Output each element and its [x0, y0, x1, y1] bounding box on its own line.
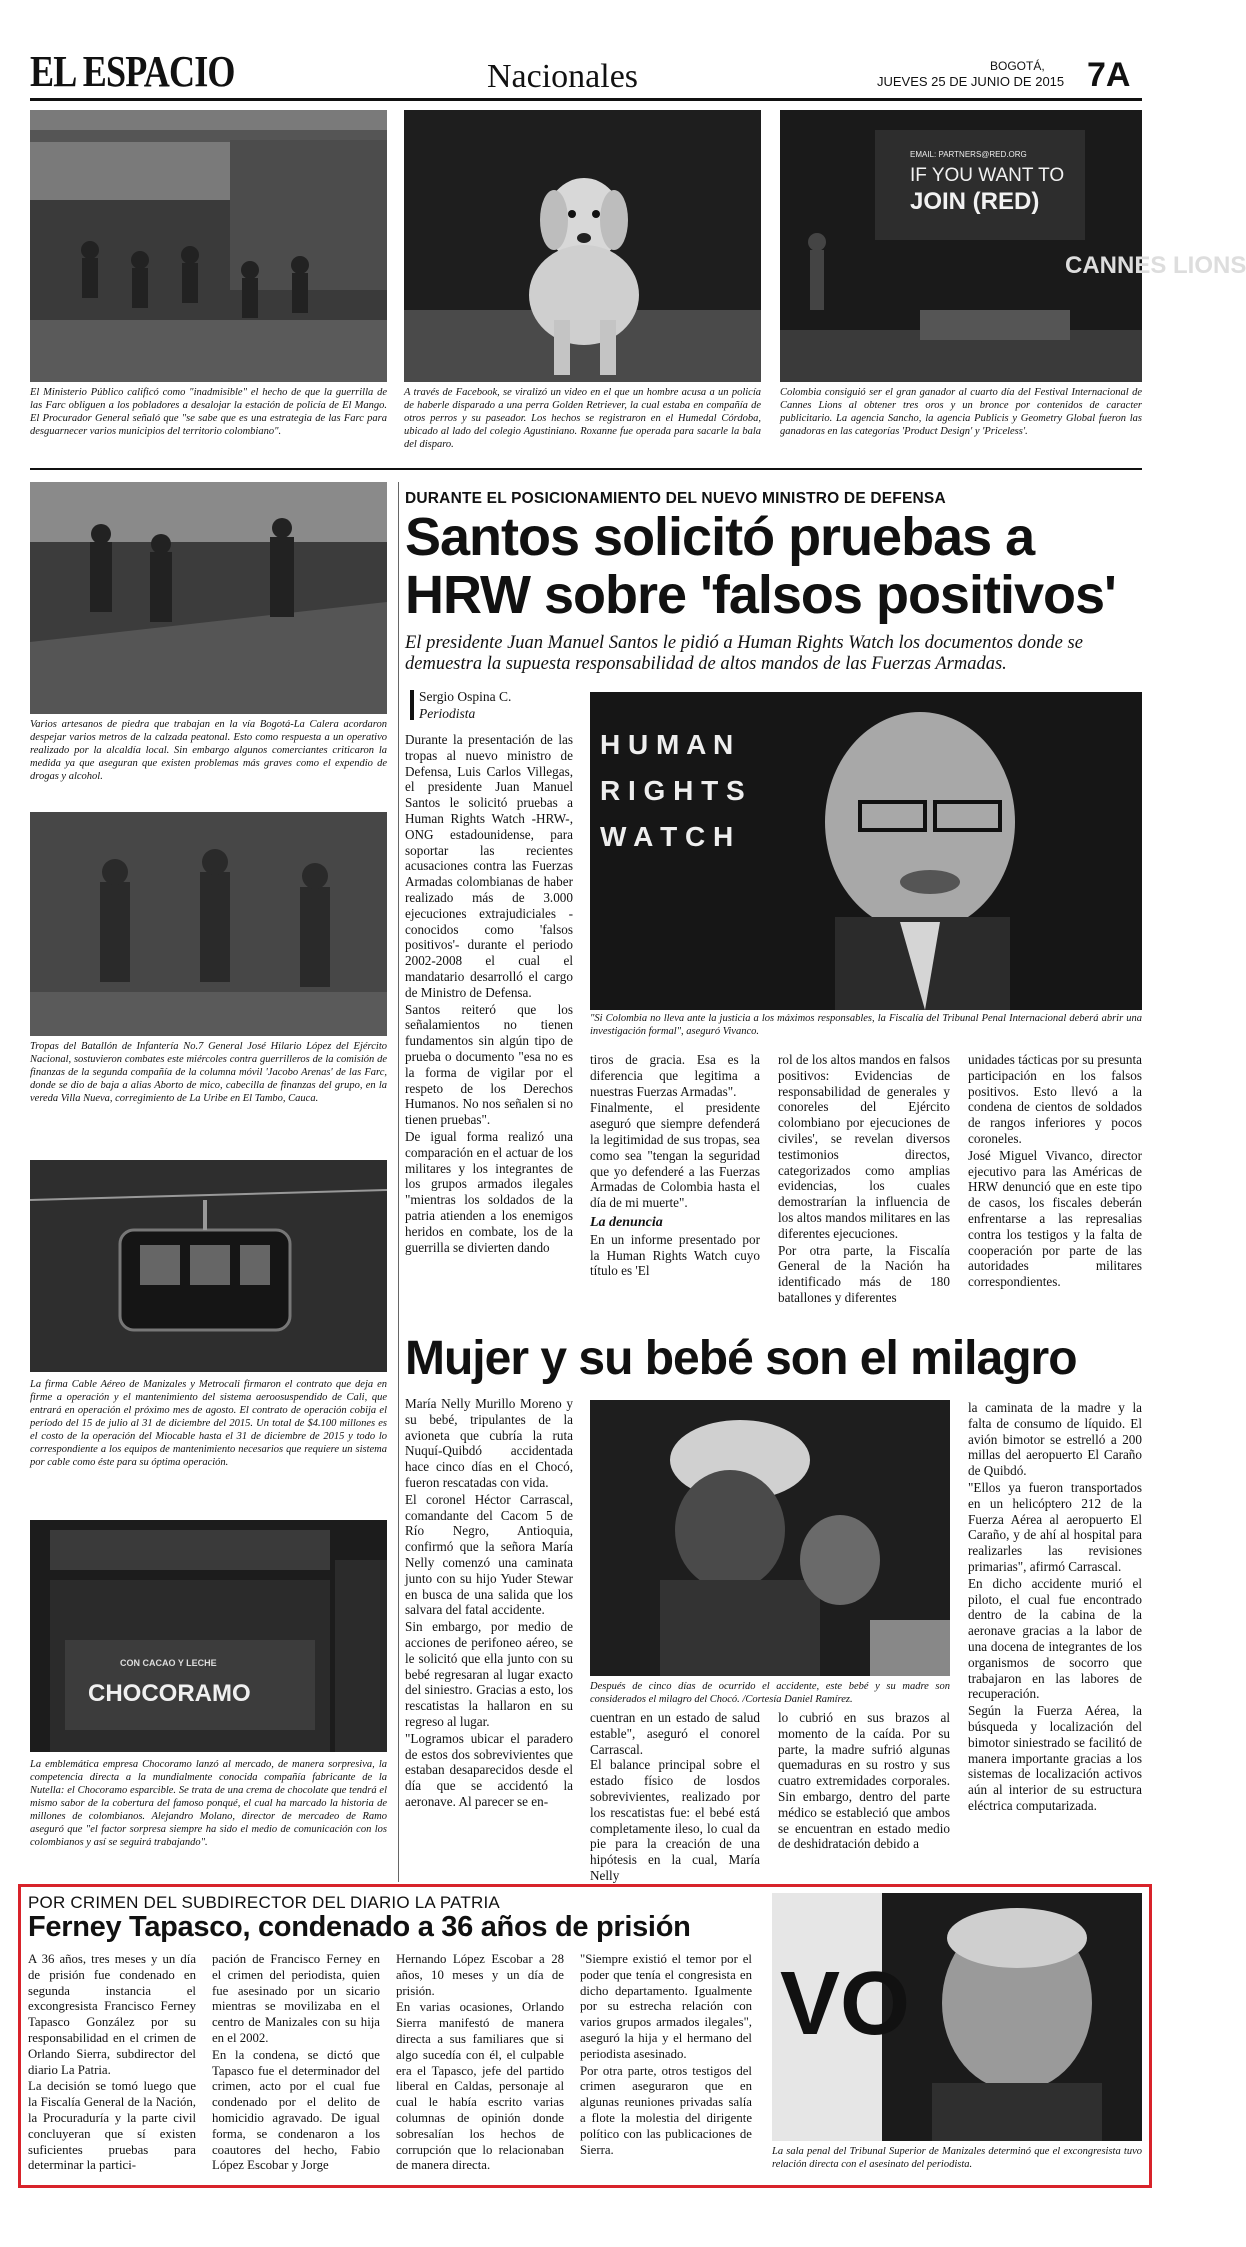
- photo-caption: Colombia consiguió ser el gran ganador al cuarto día del Festival Internacional de Cannes Lions al obtener tres oros y un bronce por contenidos de caracter publicitario. La agencia Sancho, la agencia Publicis y Geometry Global fueron las ganadoras en las categorías 'Product Design' y 'Priceless'.: [780, 387, 1142, 437]
- photo-ferney-tapasco: [772, 1893, 1142, 2141]
- story-column: [405, 732, 573, 1322]
- photo-chocoramo: [30, 1520, 387, 1752]
- photo-cable-car: [30, 1160, 387, 1372]
- story-column: [968, 1052, 1142, 1322]
- soldiers-illustration: [30, 812, 387, 1036]
- page-number: 7A: [1087, 56, 1131, 94]
- stage-sign-text: CANNES LIONS: [1065, 252, 1246, 279]
- story-paragraph: Por otra parte, otros testigos del crimen aseguraron que en algunas reuniones privadas salía a flote la molestia del dirigente político con las publicaciones de Sierra.: [580, 2063, 752, 2157]
- story-paragraph: rol de los altos mandos en falsos positivos: Evidencias de responsabilidad de generales y conoreles del Ejército colombiano por ejecuciones de civiles', se revelan diversos testimonios directos, categorizados como amplias evidencias, los cuales demostrarían la influencia de los altos mandos militares en las diferentes ejecuciones.: [778, 1052, 950, 1241]
- story-column: lo cubrió en sus brazos al momento de la caída. Por su parte, la madre sufrió algunas quemaduras en su rostro y sus cuatro extremidades corporales. Sin embargo, dentro del parte médico se estableció que ambos se encuentran en estado medio de deshidratación debido a: [778, 1710, 950, 1852]
- masthead-rule: [30, 98, 1142, 101]
- story-paragraph: En dicho accidente murió el piloto, el cual fue encontrado dentro de la cabina de la aeronave gracias a la labor de una docena de integrantes de los organismos de socorro que trabajaron en las labores de recuperación.: [968, 1575, 1142, 1702]
- photo-rescue: [590, 1400, 950, 1676]
- story-column: [778, 1052, 950, 1322]
- photo-caption: La firma Cable Aéreo de Manizales y Metrocali firmaron el contrato que deja en firme a operación y el mantenimiento del sistema aeroosuspendido de Cali, que entrará en operación el próximo mes de agosto. El contrato de operación cobija el período del 15 de julio al 31 de diciembre del 2015. Un total de $4.100 millones es el costo de la operación del Miocable hasta el 31 de diciembre de 2015 y todo lo correspondiente a los equipos de mantenimiento necesarios que requiere un sistema por cable como éste para su óptima operación.: [30, 1379, 387, 1468]
- story-paragraph: "Siempre existió el temor por el poder que tenía el congresista en dicho departamento. Igualmente por su estrecha relación con varios grupos armados ilegales", aseguró la hija y el hermano del periodista asesinado.: [580, 1952, 752, 2061]
- story-deck: El presidente Juan Manuel Santos le pidió a Human Rights Watch los documentos donde se demuestra la supuesta responsabilidad de altos mandos de las Fuerzas Armadas.: [405, 633, 1083, 674]
- story-paragraph: "Ellos ya fueron transportados en un helicóptero 212 de la Fuerza Aérea al aeropuerto El Caraño, y de ahí al hospital para realizarles las revisiones primarias", afirmó Carrascal.: [968, 1479, 1142, 1574]
- story-paragraph: El coronel Héctor Carrascal, comandante del Cacom 5 de Río Negro, Antioquia, confirmó que la señora María Nelly comenzó una caminata junto con su hijo Yuder Stewar en busca de una salida que los salvara del fatal accidente.: [405, 1491, 573, 1618]
- column-divider: [398, 482, 399, 1882]
- photo-farc-protest: [30, 110, 387, 382]
- story-paragraph: En un informe presentado por la Human Rights Watch cuyo título es 'El: [590, 1231, 760, 1279]
- story-column: [405, 1396, 573, 1876]
- photo-stone-artisans: [30, 482, 387, 714]
- screen-email-text: EMAIL: PARTNERS@RED.ORG: [910, 150, 1027, 159]
- screen-join-text: JOIN (RED): [910, 188, 1040, 215]
- section-divider: [30, 468, 1142, 470]
- photo-caption: La sala penal del Tribunal Superior de Manizales determinó que el excongresista tuvo relación directa con el asesinato del periodista.: [772, 2146, 1142, 2170]
- story-paragraph: unidades tácticas por su presunta participación en los falsos positivos. Esto llevó a la condena de cientos de soldados de rangos inferiores y pocos coroneles.: [968, 1052, 1142, 1146]
- story-paragraph: La decisión se tomó luego que la Fiscalía General de la Nación, la Procuraduría y la parte civil concluyeran que sí existen suficientes pruebas para determinar la partici-: [28, 2079, 196, 2173]
- masthead-date: JUEVES 25 DE JUNIO DE 2015: [877, 74, 1065, 89]
- photo-caption: Después de cinco días de ocurrido el accidente, este bebé y su madre son considerados el milagro del Chocó. /Cortesía Daniel Ramírez.: [590, 1681, 950, 1705]
- story-paragraph: De igual forma realizó una comparación en el actuar de los militares y los integrantes de los grupos armados ilegales "mientras los soldados de la patria atienden a los enemigos heridos en combate, los de la guerrilla se divierten dando: [405, 1128, 573, 1255]
- story-paragraph: tiros de gracia. Esa es la diferencia que legitima a nuestras Fuerzas Armadas".: [590, 1052, 760, 1099]
- story-headline: Mujer y su bebé son el milagro: [405, 1332, 1077, 1385]
- story-column: [580, 1952, 752, 2182]
- story-paragraph: En varias ocasiones, Orlando Sierra manifestó de manera directa a sus familiares que si algo sucedía con él, el culpable era el Tapasco, jefe del partido liberal en Caldas, personaje al cual le había escrito varias columnas de opinión donde sobresalían los hechos de corrupción que lo relacionaban de manera directa.: [396, 2000, 564, 2173]
- photo-caption: La emblemática empresa Chocoramo lanzó al mercado, de manera sorpresiva, la competencia directa a la mundialmente conocida compañía fabricante de la Nutella: el Chocoramo esparcible. Se trata de una crema de chocolate que tendrá el mismo sabor de la cobertura del famoso ponqué, el cual ha marcado la historia de millones de colombianos. Alejandro Molano, director de mercadeo de Ramo aseguró que "el factor sorpresa siempre ha sido el medio de comunicación con los colombianos y así se seguirá trabajando".: [30, 1759, 387, 1848]
- story-headline: Santos solicitó pruebas a: [405, 507, 1035, 567]
- protest-scene-illustration: [30, 110, 387, 382]
- cable-car-illustration: [30, 1160, 387, 1372]
- story-paragraph: En la condena, se dictó que Tapasco fue el determinador del crimen, acto por el cual fue condenado por el delito de homicidio agravado. De igual forma, se condenaron a los coautores del hecho, Fabio López Escobar y Jorge: [212, 2047, 380, 2173]
- story-headline: Ferney Tapasco, condenado a 36 años de prisión: [28, 1911, 691, 1943]
- byline-role: Periodista: [419, 706, 476, 721]
- photo-vivanco: [590, 692, 1142, 1010]
- byline-bar: [410, 690, 414, 720]
- artisans-illustration: [30, 482, 387, 714]
- story-column: [28, 1952, 196, 2182]
- story-headline: HRW sobre 'falsos positivos': [405, 565, 1116, 625]
- story-paragraph: Santos reiteró que los señalamientos no tienen fundamentos sin algún tipo de prueba o documento "esa no es la forma de vigilar por el respeto de los Derechos Humanos. No nos señalen si no tienen pruebas".: [405, 1001, 573, 1128]
- photo-golden-retriever: [404, 110, 761, 382]
- story-kicker: DURANTE EL POSICIONAMIENTO DEL NUEVO MINISTRO DE DEFENSA: [405, 490, 946, 507]
- jar-brand-text: CHOCORAMO: [88, 1680, 251, 1707]
- story-paragraph: Sin embargo, por medio de acciones de perifoneo aéreo, se le solicitó que ella junto con su bebé regresaran al lugar exacto del siniestro. Gracias a esto, los rescatistas la hallaron en su regreso al lugar.: [405, 1619, 573, 1729]
- photo-caption: Tropas del Batallón de Infantería No.7 General José Hilario López del Ejército Nacional, sostuvieron combates este miércoles contra guerrilleros de la comisión de finanzas de la segunda compañía de la columna móvil 'Jacobo Arenas' de las Farc, donde se dio de baja a alias Aborto de mico, cabecilla de finanzas del grupo, en la vereda Villa Nueva, corregimiento de La Uribe en El Tambo, Cauca.: [30, 1041, 387, 1104]
- photo-background-text: H U M A N R I G H T S W A T C H: [600, 729, 745, 852]
- story-column: [590, 1052, 760, 1322]
- photo-caption: Varios artesanos de piedra que trabajan en la vía Bogotá-La Calera acordaron despejar varios metros de la calzada peatonal. Esto como respuesta a un operativo realizado por la alcaldía local. Sin embargo algunos comerciantes criticaron la medida ya que aseguran que existen problemas más graves como el expendio de drogas y alcohol.: [30, 719, 387, 782]
- rescue-illustration: [590, 1400, 950, 1676]
- photo-caption: El Ministerio Público calificó como "inadmisible" el hecho de que la guerrilla de las Farc obliguen a los pobladores a desalojar la estación de policía de El Mango. El Procurador General señaló que "se sabe que es una estrategia de las Farc para desguarnecer varios municipios del territorio colombiano".: [30, 387, 387, 437]
- photo-army-troops: [30, 812, 387, 1036]
- photo-background-text: VO: [780, 1954, 911, 2054]
- story-paragraph: Según la Fuerza Aérea, la búsqueda y localización del bimotor siniestrado se facilitó de manera importante gracias a los sistemas de localización activos aún al interior de su estructura eléctrica computarizada.: [968, 1703, 1142, 1813]
- jar-tagline-text: CON CACAO Y LECHE: [120, 1658, 217, 1668]
- story-subhead: La denuncia: [590, 1214, 663, 1230]
- story-column: cuentran en un estado de salud estable", aseguró el conorel Carrascal. El balance principal sobre el estado físico de losdos sobrevivientes, realizado por los rescatistas fue: el bebé está completamente ileso, lo cual da pie para la creación de una hipótesis en la cual, María Nelly: [590, 1710, 760, 1883]
- story-kicker: POR CRIMEN DEL SUBDIRECTOR DEL DIARIO LA PATRIA: [28, 1893, 500, 1912]
- photo-caption: A través de Facebook, se viralizó un video en el que un hombre acusa a un policía de haberle disparado a una perra Golden Retriever, la cual estaba en compañía de otros perros y su paseador. Los hechos se registraron en el Humedal Córdoba, ubicado al lado del colegio Agustiniano. Roxanne fue operada para sacarle la bala del disparo.: [404, 387, 761, 450]
- story-column: [968, 1400, 1142, 1880]
- dog-illustration: [404, 110, 761, 382]
- story-paragraph: Por otra parte, la Fiscalía General de la Nación ha identificado más de 180 batallones y diferentes: [778, 1242, 950, 1305]
- story-paragraph: A 36 años, tres meses y un día de prisión fue condenado en segunda instancia el excongresista Francisco Ferney Tapasco González por su responsabilidad en el crimen de Orlando Sierra, subdirector del diario La Patria.: [28, 1952, 196, 2077]
- jar-illustration: [30, 1520, 387, 1752]
- story-paragraph: Hernando López Escobar a 28 años, 10 meses y un día de prisión.: [396, 1952, 564, 1998]
- newspaper-brand: EL ESPACIO: [30, 47, 235, 96]
- photo-cannes-lions: [780, 110, 1246, 382]
- story-column: [212, 1952, 380, 2182]
- story-column: [396, 1952, 564, 2182]
- story-paragraph: la caminata de la madre y la falta de consumo de líquido. El avión bimotor se estrelló a 200 millas del aeropuerto El Caraño de Quibdó.: [968, 1400, 1142, 1479]
- story-paragraph: María Nelly Murillo Moreno y su bebé, tripulantes de la avioneta que cubría la ruta Nuquí-Quibdó accidentada hace cinco días en el Chocó, fueron rescatadas con vida.: [405, 1396, 573, 1490]
- story-paragraph: Finalmente, el presidente aseguró que siempre defenderá la legitimidad de sus tropas, sea como sea "tengan la seguridad que yo defenderé a las Fuerzas Armadas de Colombia hasta el día de mi muerte".: [590, 1100, 760, 1211]
- masthead-city: BOGOTÁ,: [990, 59, 1045, 73]
- story-paragraph: pación de Francisco Ferney en el crimen del periodista, quien fue asesinado por un sicario mientras se movilizaba en el centro de Manizales con su hija en el 2002.: [212, 1952, 380, 2045]
- story-paragraph: José Miguel Vivanco, director ejecutivo para las Américas de HRW denunció que en este tipo de casos, los fiscales deberán enfrentarse a las represalias contra los testigos y la falta de cooperación por parte de las autoridades militares correspondientes.: [968, 1147, 1142, 1290]
- photo-caption: "Si Colombia no lleva ante la justicia a los máximos responsables, la Fiscalía del Tribunal Penal Internacional deberá abrir una investigación formal", aseguró Vivanco.: [590, 1013, 1142, 1037]
- byline-name: Sergio Ospina C.: [419, 689, 512, 704]
- story-paragraph: Durante la presentación de las tropas al nuevo ministro de Defensa, Luis Carlos Villegas, el presidente Juan Manuel Santos le solicitó pruebas a Human Rights Watch -HRW-, ONG estadounidense, para soportar las recientes acusaciones contra las Fuerzas Armadas colombianas de haber realizado más de 3.000 ejecuciones extrajudiciales -conocidos como 'falsos positivos'- durante el periodo 2002-2008 el cual el mandatario desarrolló el cargo de Ministro de Defensa.: [405, 732, 573, 1000]
- story-paragraph: "Logramos ubicar el paradero de estos dos sobrevivientes que estaban desaparecidos desde el día que se accidentó la aeronave. Al parecer se en-: [405, 1730, 573, 1809]
- screen-headline-text: IF YOU WANT TO: [910, 165, 1065, 186]
- section-title: Nacionales: [487, 58, 639, 95]
